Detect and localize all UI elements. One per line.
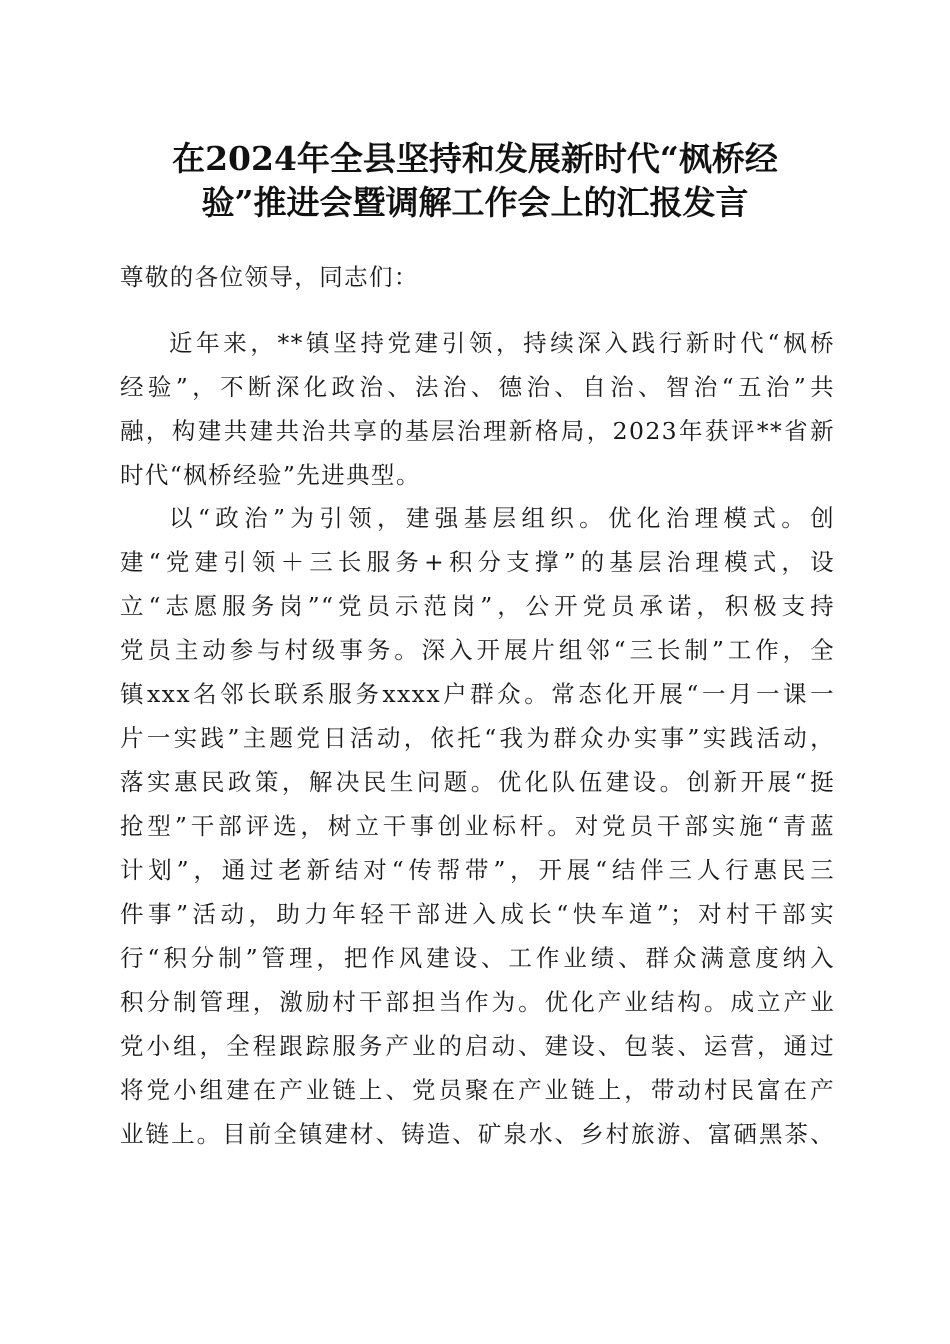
paragraph-line: 近年来，**镇坚持党建引领，持续深入践行新时代“枫桥 bbox=[169, 329, 835, 357]
salutation bbox=[120, 255, 835, 299]
paragraph-2 bbox=[120, 496, 835, 1156]
paragraph-line: 件事”活动，助力年轻干部进入成长“快车道”；对村干部实 bbox=[120, 900, 835, 928]
document-title-line-1: 在2024年全县坚持和发展新时代“枫桥经 bbox=[172, 139, 778, 178]
paragraph-line: 党小组，全程跟踪服务产业的启动、建设、包装、运营，通过 bbox=[120, 1032, 835, 1060]
paragraph-line: 业链上。目前全镇建材、铸造、矿泉水、乡村旅游、富硒黑茶、 bbox=[120, 1120, 835, 1148]
paragraph-line: 计划”，通过老新结对“传帮带”，开展“结伴三人行惠民三 bbox=[120, 856, 835, 884]
paragraph-line: 落实惠民政策，解决民生问题。优化队伍建设。创新开展“挺 bbox=[120, 768, 835, 796]
paragraph-line: 抢型”干部评选，树立干事创业标杆。对党员干部实施“青蓝 bbox=[120, 812, 835, 840]
paragraph-line: 立“志愿服务岗”“党员示范岗”，公开党员承诺，积极支持 bbox=[120, 592, 835, 620]
paragraph-line: 融，构建共建共治共享的基层治理新格局，2023年获评**省新 bbox=[120, 417, 835, 445]
document-title-line-2: 验”推进会暨调解工作会上的汇报发言 bbox=[201, 183, 749, 222]
paragraph-line: 经验”，不断深化政治、法治、德治、自治、智治“五治”共 bbox=[120, 373, 835, 401]
paragraph-line: 积分制管理，激励村干部担当作为。优化产业结构。成立产业 bbox=[120, 988, 835, 1016]
paragraph-line: 片一实践”主题党日活动，依托“我为群众办实事”实践活动， bbox=[120, 724, 835, 752]
paragraph-line: 将党小组建在产业链上、党员聚在产业链上，带动村民富在产 bbox=[120, 1076, 835, 1104]
paragraph-line: 行“积分制”管理，把作风建设、工作业绩、群众满意度纳入 bbox=[120, 944, 835, 972]
paragraph-line: 时代“枫桥经验”先进典型。 bbox=[120, 461, 421, 489]
salutation-text: 尊敬的各位领导，同志们： bbox=[120, 263, 419, 291]
paragraph-line: 镇xxx名邻长联系服务xxxx户群众。常态化开展“一月一课一 bbox=[120, 680, 835, 708]
paragraph-line: 建“党建引领＋三长服务+积分支撑”的基层治理模式，设 bbox=[120, 548, 835, 576]
paragraph-line: 党员主动参与村级事务。深入开展片组邻“三长制”工作，全 bbox=[120, 636, 835, 664]
paragraph-1 bbox=[120, 321, 835, 497]
paragraph-line: 以“政治”为引领，建强基层组织。优化治理模式。创 bbox=[169, 504, 835, 532]
